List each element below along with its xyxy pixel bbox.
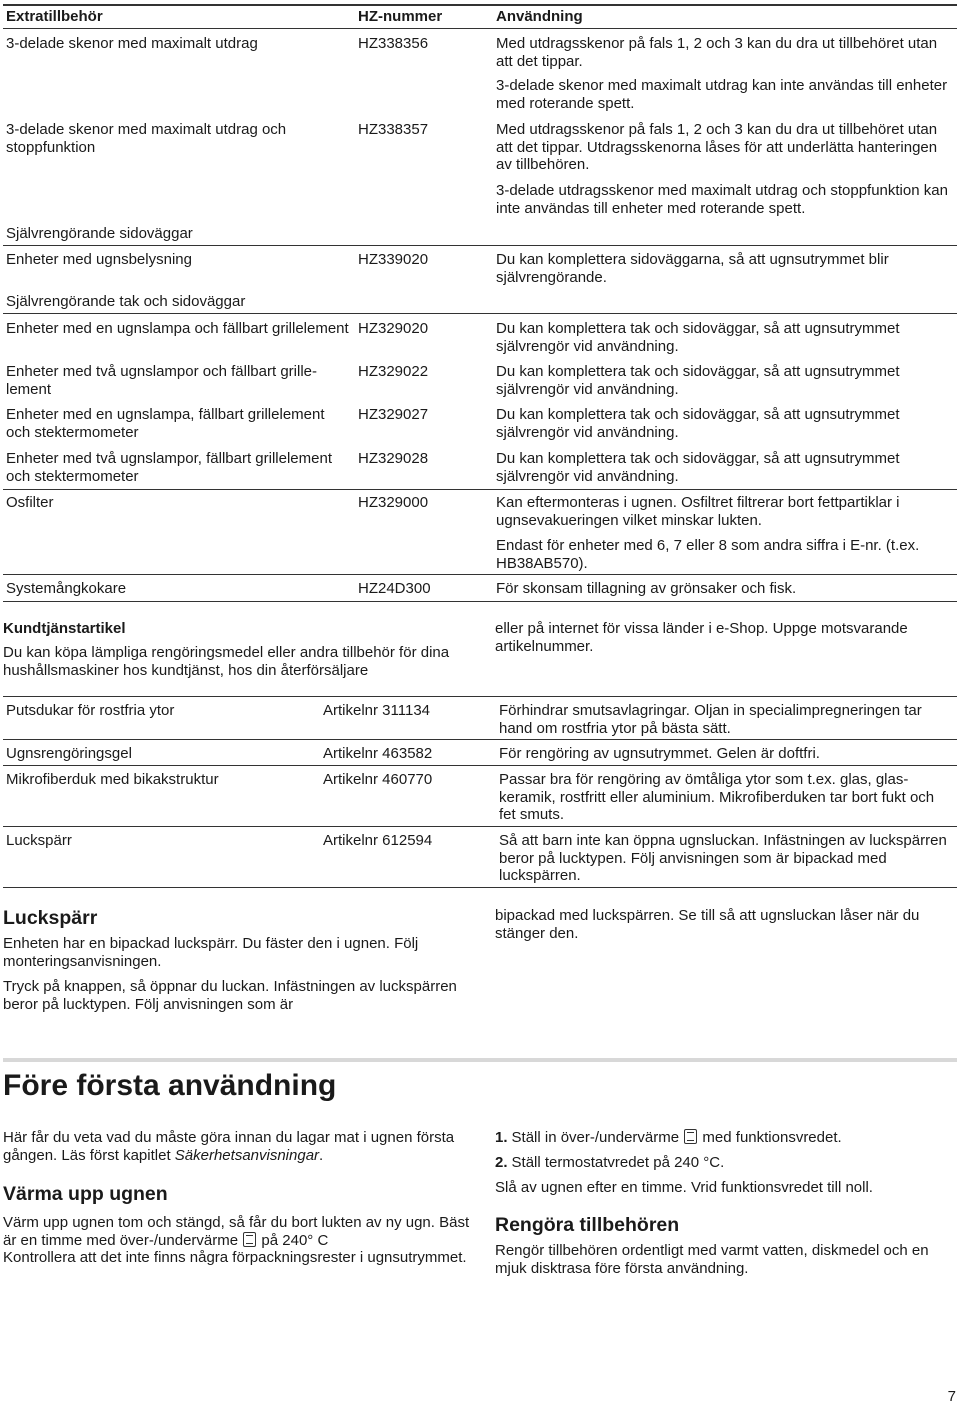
step-text: Ställ termostatvredet på 240 °C. (511, 1153, 725, 1171)
table-row-usage-2: 3-delade skenor med maximalt utdrag kan inte användas till enheter med roterande spett. (496, 77, 948, 112)
step-item (495, 1129, 955, 1147)
table-row-hz: HZ329000 (358, 494, 429, 511)
table-row-usage: Med utdragsskenor på fals 1, 2 och 3 kan du dra ut tillbehöret utan att det tippar. (496, 35, 938, 70)
table-row-name: 3-delade skenor med maximalt utdrag och stoppfunktion (6, 121, 287, 156)
row-rule (3, 739, 957, 740)
table-row-name: Enheter med en ugnslampa, fällbart grillelement och stektermometer (6, 406, 325, 441)
row-rule (3, 765, 957, 766)
article-name: Mikrofiberduk med bikakstruktur (6, 771, 219, 788)
table-row-hz: HZ24D300 (358, 580, 431, 597)
rengora-paragraph: Rengör tillbehören ordentligt med varmt vatten, diskmedel och en mjuk disktrasa före första användning. (495, 1242, 929, 1277)
table-row-usage: Med utdragsskenor på fals 1, 2 och 3 kan du dra ut tillbehöret utan att det tippar. Utdragsskenorna låses för att underlätta hanteringen av tillbehören. (496, 121, 938, 173)
luckspar-title: Luckspärr (3, 907, 98, 929)
varma-text-temp: på 240° C (257, 1231, 329, 1249)
row-rule (3, 574, 957, 575)
col-header-usage: Användning (496, 8, 583, 25)
varma-text-check: Kontrollera att det inte finns några förpackningsrester i ugnsutrymmet. (3, 1249, 467, 1266)
table-row-name: Enheter med ugnsbelysning (6, 251, 192, 268)
luckspar-paragraph-cont: bipackad med luckspärren. Se till så att ugnsluckan låser när du stänger den. (495, 907, 920, 942)
article-number: Artikelnr 460770 (323, 771, 433, 788)
table-row-usage: Du kan komplettera tak och sidoväggar, så att ugnsutrymmet självrengör vid användning. (496, 406, 900, 441)
row-rule (3, 489, 957, 490)
top-bottom-heat-icon (243, 1232, 256, 1247)
section-divider (3, 1058, 957, 1062)
table-row-usage-2: 3-delade utdragsskenor med maximalt utdrag och stoppfunktion kan inte användas till enheter med roterande spett. (496, 182, 948, 217)
kundtjanst-title: Kundtjänstartikel (3, 620, 126, 637)
steps-list (495, 1129, 955, 1178)
top-bottom-heat-icon (684, 1129, 697, 1144)
table-row-hz: HZ338357 (358, 121, 429, 138)
table-row-name: Systemångkokare (6, 580, 127, 597)
table-row-name: Enheter med två ugnslampor, fällbart grillelement och stektermometer (6, 450, 333, 485)
step-number: 1. (495, 1129, 508, 1146)
table-row-usage: Du kan komplettera tak och sidoväggar, så att ugnsutrymmet självrengör vid användning. (496, 450, 900, 485)
article-name: Ugnsrengöringsgel (6, 745, 132, 762)
step-text: Ställ in över-/undervärme (511, 1129, 684, 1146)
table-row-hz: HZ329020 (358, 320, 429, 337)
table2-bottom-rule (3, 887, 957, 888)
article-usage: Förhindrar smutsavlagringar. Oljan in specialimpregneringen tar hand om rostfria ytor på bästa sätt. (499, 702, 922, 737)
table-group-label: Självrengörande tak och sidoväggar (6, 293, 246, 310)
article-number: Artikelnr 612594 (323, 832, 433, 849)
table-row-name: Enheter med två ugnslampor och fällbart grillelement (6, 363, 317, 398)
row-rule (3, 313, 957, 314)
article-usage: Så att barn inte kan öppna ugnsluckan. Infästningen av luckspärren beror på lucktypen. Följ anvisningen som är bipackad med luckspärren. (499, 832, 947, 884)
kundtjanst-text-cont: eller på internet för vissa länder i e-Shop. Uppge motsvarande artikelnummer. (495, 620, 908, 655)
after-steps-text: Slå av ugnen efter en timme. Vrid funktionsvredet till noll. (495, 1179, 873, 1196)
table2-top-rule (3, 696, 957, 697)
table-row-usage: För skonsam tillagning av grönsaker och fisk. (496, 580, 797, 597)
kundtjanst-text: Du kan köpa lämpliga rengöringsmedel eller andra tillbehör för dina hushållsmaskiner hos kundtjänst, hos din återförsäljare (3, 644, 450, 679)
intro-paragraph (3, 1129, 473, 1164)
varma-paragraph (3, 1214, 473, 1267)
intro-text-end: . (319, 1146, 324, 1164)
table-row-name: Osfilter (6, 494, 54, 511)
table-bottom-rule (3, 601, 957, 602)
table-row-usage: Du kan komplettera tak och sidoväggar, så att ugnsutrymmet självrengör vid användning. (496, 320, 900, 355)
luckspar-paragraph-1: Enheten har en bipackad luckspärr. Du fäster den i ugnen. Följ monteringsanvisningen. (3, 935, 419, 970)
table-row-hz: HZ339020 (358, 251, 429, 268)
step-number: 2. (495, 1153, 508, 1171)
article-usage: För rengöring av ugnsutrymmet. Gelen är doftfri. (499, 745, 820, 762)
table-row-usage: Du kan komplettera sidoväggarna, så att ugnsutrymmet blir självrengörande. (496, 251, 889, 286)
step-text-end: med funktionsvredet. (698, 1129, 842, 1146)
col-header-accessory: Extratillbehör (6, 8, 103, 25)
safety-chapter-ref: Säkerhetsanvisningar (174, 1146, 320, 1164)
col-header-hz: HZ-nummer (358, 8, 443, 25)
table-row-name: Enheter med en ugnslampa och fällbart grillelement (6, 320, 349, 337)
table-row-name: 3-delade skenor med maximalt utdrag (6, 35, 258, 52)
row-rule (3, 826, 957, 827)
table-row-hz: HZ329027 (358, 406, 429, 423)
varma-title: Värma upp ugnen (3, 1183, 168, 1205)
page-title: Före första användning (3, 1069, 337, 1102)
luckspar-paragraph-2: Tryck på knappen, så öppnar du luckan. Infästningen av luckspärren beror på lucktypen. Följ anvisningen som är (3, 978, 457, 1013)
table-row-hz: HZ329022 (358, 363, 429, 380)
row-rule (3, 245, 957, 246)
article-usage: Passar bra för rengöring av ömtåliga ytor som t.ex. glas, glaskeramik, rostfritt eller aluminium. Mikrofiberduken tar bort fukt och fet smuts. (499, 771, 935, 823)
intro-text: Här får du veta vad du måste göra innan du lagar mat i ugnen första gången. Läs först kapitlet (3, 1129, 455, 1164)
table-row-usage: Kan eftermonteras i ugnen. Osfiltret filtrerar bort fettpartiklar i ugnsevakueringen vilket minskar lukten. (496, 494, 900, 529)
table-group-label: Självrengörande sidoväggar (6, 225, 193, 242)
rengora-title: Rengöra tillbehören (495, 1214, 680, 1236)
page-number: 7 (947, 1388, 956, 1405)
table-top-rule (3, 4, 957, 6)
header-rule (3, 28, 957, 29)
table-row-hz: HZ329028 (358, 450, 429, 467)
article-number: Artikelnr 463582 (323, 745, 433, 762)
table-row-usage-2: Endast för enheter med 6, 7 eller 8 som andra siffra i E-nr. (t.ex. HB38AB570). (496, 537, 920, 572)
article-number: Artikelnr 311134 (323, 702, 431, 719)
table-row-hz: HZ338356 (358, 35, 429, 52)
step-item (495, 1154, 955, 1172)
table-row-usage: Du kan komplettera tak och sidoväggar, så att ugnsutrymmet självrengör vid användning. (496, 363, 900, 398)
article-name: Putsdukar för rostfria ytor (6, 702, 175, 719)
varma-text: Värm upp ugnen tom och stängd, så får du bort lukten av ny ugn. Bäst är en timme med över-/undervärme (3, 1214, 470, 1249)
article-name: Luckspärr (6, 832, 72, 849)
